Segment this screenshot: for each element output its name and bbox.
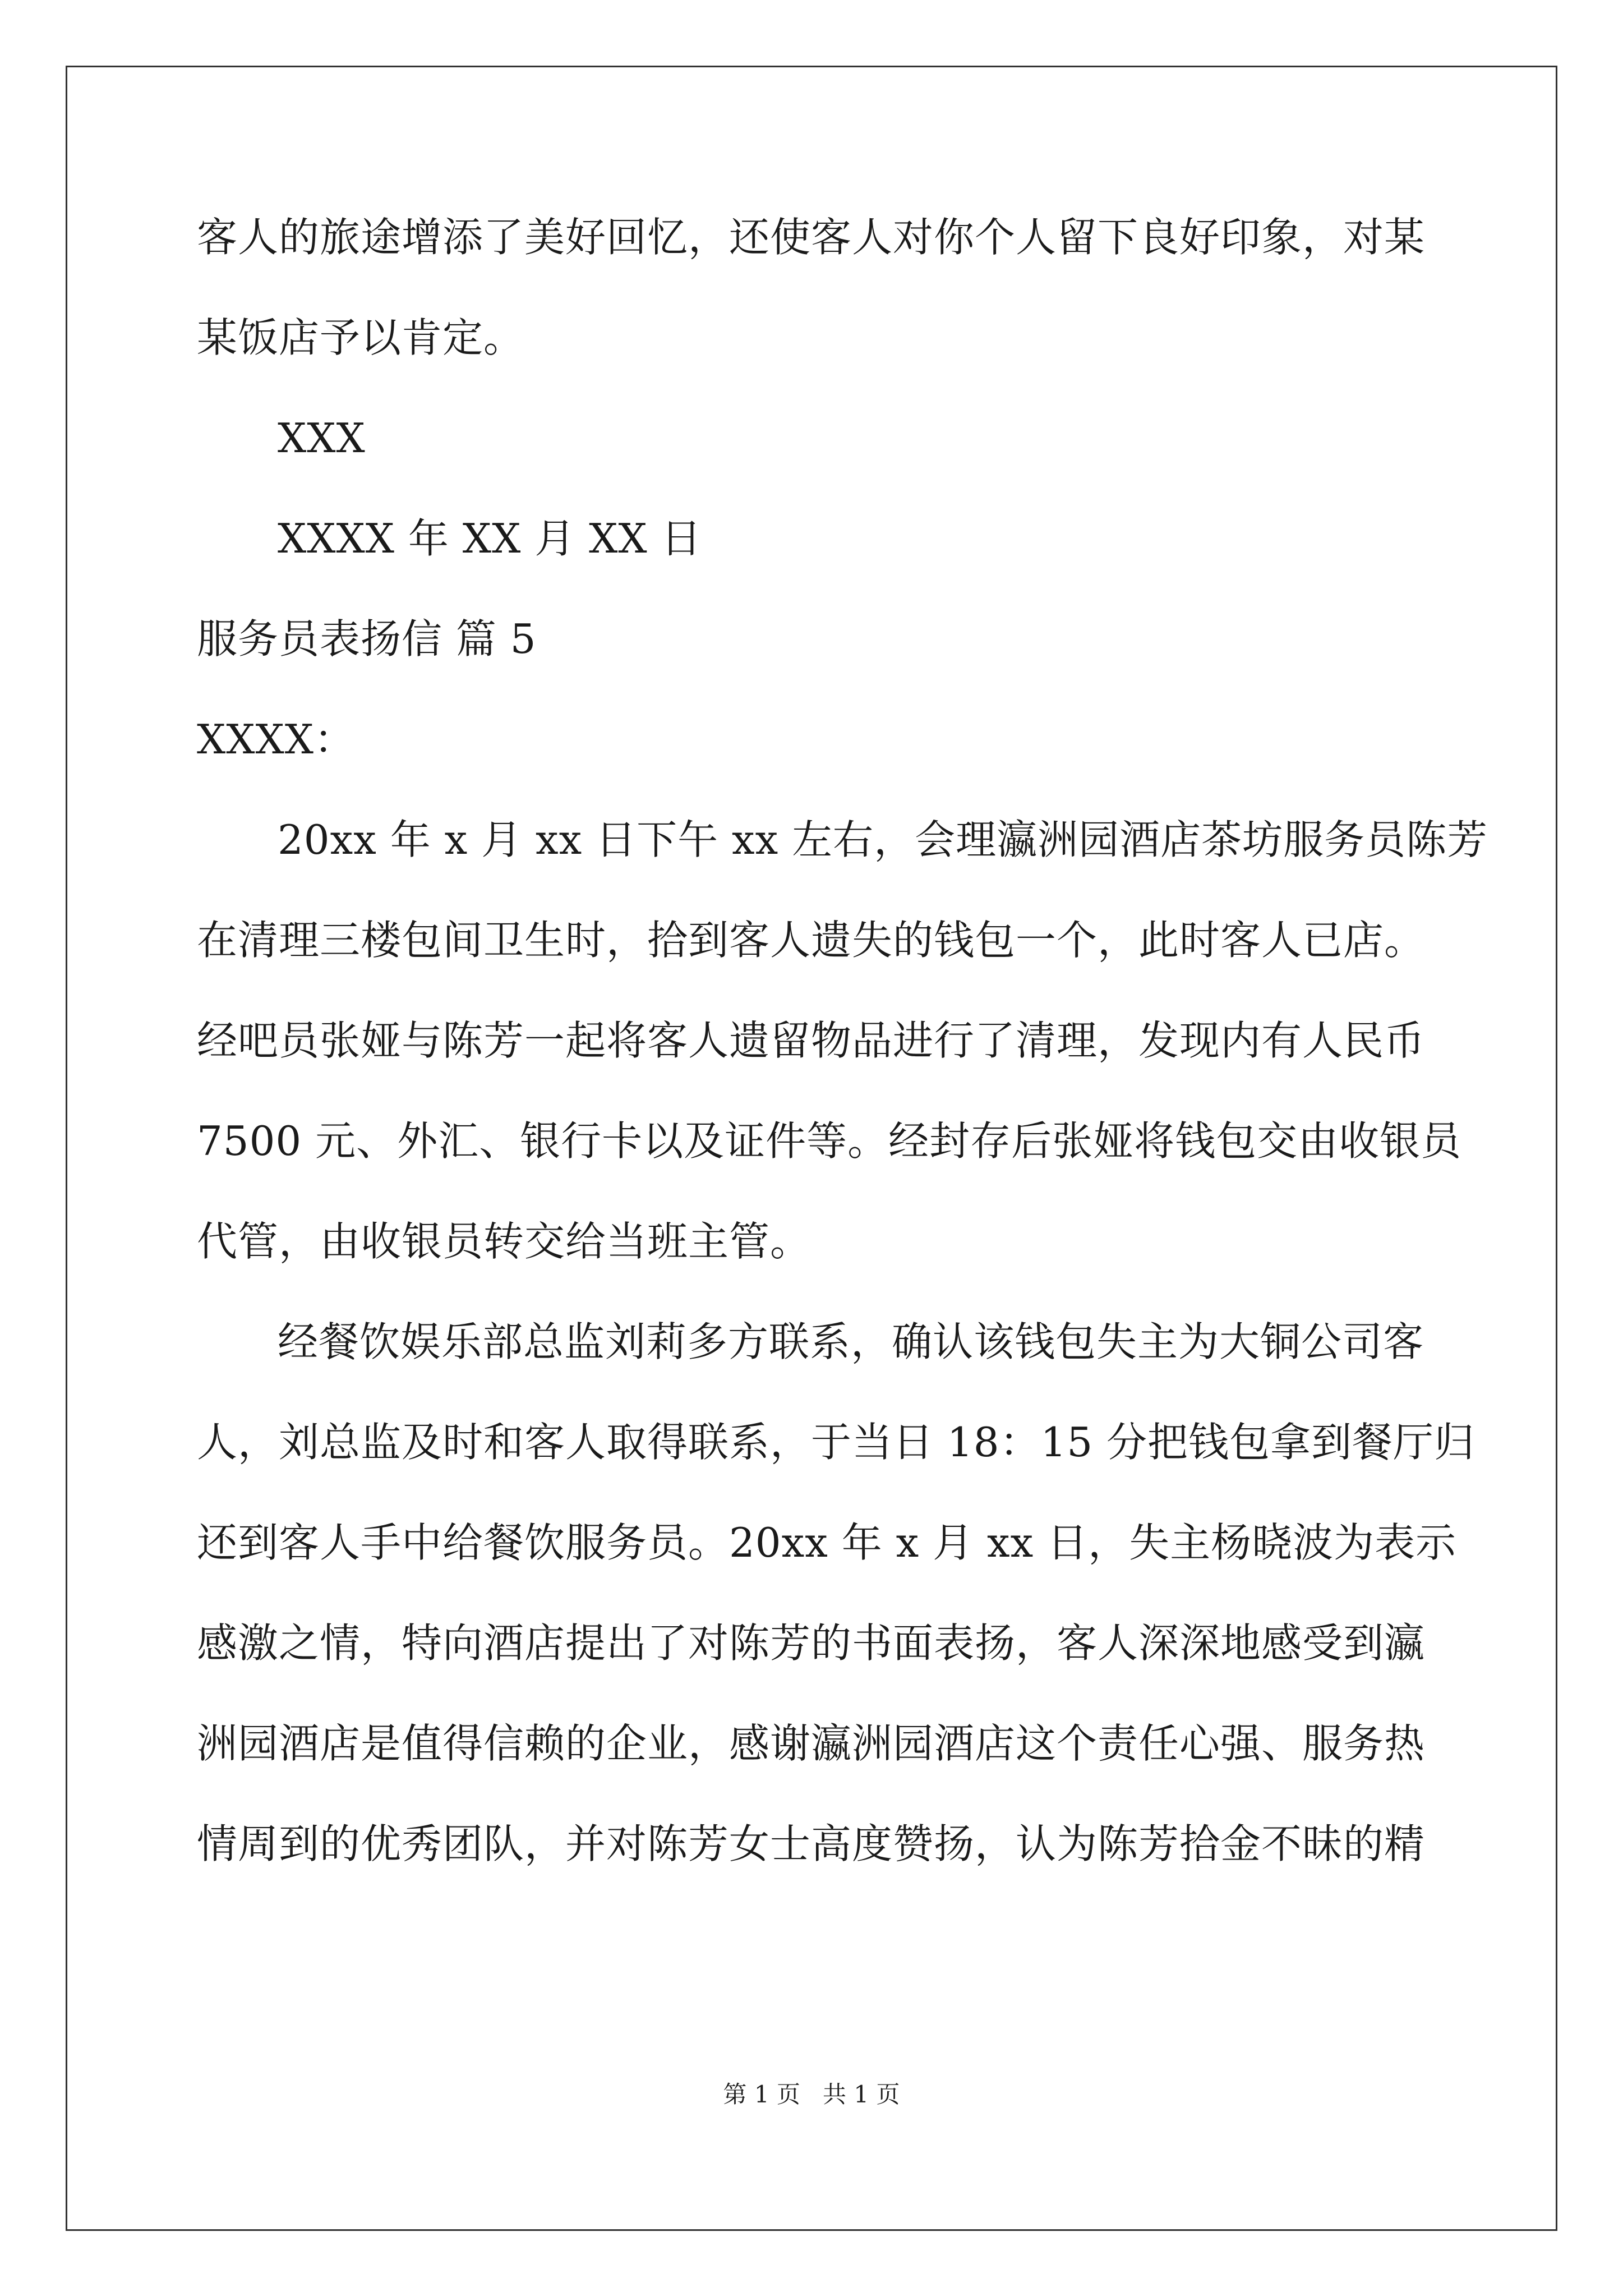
section-heading: 服务员表扬信 篇 5 bbox=[197, 615, 537, 662]
salutation: XXXX： bbox=[197, 716, 356, 763]
paragraph-line: 7500 元、外汇、银行卡以及证件等。经封存后张娅将钱包交由收银员 bbox=[197, 1117, 1462, 1165]
paragraph-line: 感激之情，特向酒店提出了对陈芳的书面表扬，客人深深地感受到瀛 bbox=[197, 1619, 1426, 1667]
signature-name: XXX bbox=[278, 415, 366, 462]
signature-date: XXXX 年 XX 月 XX 日 bbox=[278, 515, 702, 562]
paragraph-line: 20xx 年 x 月 xx 日下午 xx 左右，会理瀛洲园酒店茶坊服务员陈芳 bbox=[278, 816, 1488, 863]
paragraph-line: 经餐饮娱乐部总监刘莉多方联系，确认该钱包失主为大铜公司客 bbox=[278, 1318, 1424, 1365]
paragraph-line: 经吧员张娅与陈芳一起将客人遗留物品进行了清理，发现内有人民币 bbox=[197, 1017, 1426, 1064]
paragraph-line: 代管，由收银员转交给当班主管。 bbox=[197, 1218, 811, 1265]
paragraph-line: 还到客人手中给餐饮服务员。20xx 年 x 月 xx 日，失主杨晓波为表示 bbox=[197, 1519, 1457, 1566]
paragraph-line: 在清理三楼包间卫生时，拾到客人遗失的钱包一个，此时客人已店。 bbox=[197, 917, 1426, 964]
page-footer: 第 1 页 共 1 页 bbox=[723, 2081, 900, 2108]
paragraph-line: 某饭店予以肯定。 bbox=[197, 314, 525, 361]
paragraph-line: 客人的旅途增添了美好回忆，还使客人对你个人留下良好印象，对某 bbox=[197, 214, 1426, 261]
paragraph-line: 洲园酒店是值得信赖的企业，感谢瀛洲园酒店这个责任心强、服务热 bbox=[197, 1720, 1426, 1767]
paragraph-line: 情周到的优秀团队，并对陈芳女士高度赞扬，认为陈芳拾金不昧的精 bbox=[197, 1820, 1426, 1867]
paragraph-line: 人，刘总监及时和客人取得联系，于当日 18：15 分把钱包拿到餐厅归 bbox=[197, 1419, 1476, 1466]
